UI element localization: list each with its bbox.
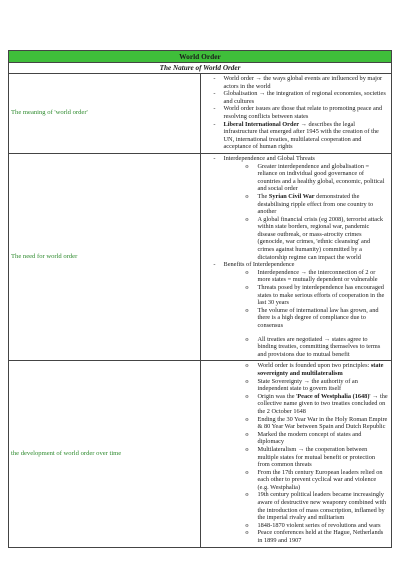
item-text — [258, 393, 389, 416]
item-text — [224, 261, 389, 269]
bullet-marker: o — [245, 335, 249, 343]
bullet-marker: o — [245, 162, 249, 170]
item-text — [224, 75, 389, 90]
list-item — [204, 269, 389, 284]
list-item — [204, 529, 389, 544]
bullet-marker: - — [213, 154, 216, 162]
bullet-marker: o — [245, 491, 249, 499]
item-text — [258, 193, 389, 216]
bullet-marker: - — [213, 105, 216, 113]
list-item — [204, 284, 389, 307]
bullet-marker: o — [245, 529, 249, 537]
list-item — [204, 393, 389, 416]
item-text-body: All treaties are negotiated → states agree to binding treaties, committing themselves to terms and provisions due to mutual benefit — [257, 335, 381, 358]
item-text — [258, 416, 389, 431]
item-text — [258, 522, 389, 530]
item-text — [224, 121, 389, 151]
item-text — [258, 378, 389, 393]
list-item — [204, 431, 389, 446]
section-row — [9, 153, 392, 360]
item-text — [258, 469, 389, 492]
item-text-body: From the 17th century European leaders relied on each other to prevent cyclical war and violence (e.g. Westphalia) — [257, 468, 383, 491]
item-text-body: demonstrated the destabilising ripple effect from one country to another — [257, 192, 374, 216]
bullet-marker: o — [245, 445, 249, 453]
item-text — [258, 446, 389, 469]
item-text — [258, 307, 389, 330]
item-text-body: A global financial crisis (eg 2008), terrorist attack within state borders, regional war, pandemic disease outbreak, or mass-atrocity crimes (genocide, war crimes, 'ethnic cleansing' and crimes against humanity) committed by a dictatorship regime can impact the world — [257, 215, 384, 261]
item-text-bold: Peace of Westphalia (1648) — [297, 392, 370, 400]
item-text-prefix: The — [257, 192, 269, 200]
item-text-body: The volume of international law has grown, and there is a high degree of compliance due to consensus — [257, 306, 379, 329]
section-row — [9, 361, 392, 547]
bullet-marker: o — [245, 430, 249, 438]
table-title: World Order — [9, 51, 392, 63]
item-text-body: State Sovereignty → the authority of an independent state to govern itself — [257, 377, 358, 393]
bullet-marker: o — [245, 284, 249, 292]
bullet-marker: o — [245, 306, 249, 314]
section-label: the development of world order over time — [9, 361, 201, 547]
item-text — [258, 216, 389, 262]
item-text — [258, 431, 389, 446]
section-content — [200, 361, 392, 547]
item-text-body: Greater interdependence and globalisation = reliance on individual good governance of countries and a healthy global, economic, political and social order — [257, 162, 385, 193]
list-item — [204, 491, 389, 521]
item-text-body: Interdependence → the interconnection of 2 or more states = mutually dependent or vulnerable — [257, 268, 378, 284]
section-label: The meaning of 'world order' — [9, 74, 201, 154]
item-text — [258, 284, 389, 307]
bullet-marker: - — [213, 120, 216, 128]
list-item — [204, 216, 389, 262]
item-text-body: World order issues are those that relate to promoting peace and resolving conflicts between states — [223, 105, 383, 120]
item-text-prefix: Origin was the ' — [257, 392, 298, 400]
item-text-body: Ending the 30 Year War in the Holy Roman Empire & 80 Year War between Spain and Dutch Republic — [257, 415, 388, 431]
item-text-body: Interdependence and Global Threats — [223, 154, 315, 162]
item-text — [224, 155, 389, 163]
item-text-body: Benefits of Interdependence — [223, 261, 295, 269]
item-text — [258, 336, 389, 359]
list-item — [204, 416, 389, 431]
list-item — [204, 307, 389, 330]
bullet-marker: o — [245, 192, 249, 200]
bullet-marker: o — [245, 468, 249, 476]
item-text-body: Globalisation → the integration of regional economies, societies and cultures — [223, 90, 386, 105]
list-item — [204, 121, 389, 151]
list-item — [204, 193, 389, 216]
item-text — [224, 105, 389, 120]
world-order-table — [8, 50, 392, 548]
item-text-bold: state sovereignty and multilateralism — [257, 362, 384, 377]
item-text-body: Marked the modern concept of states and diplomacy — [257, 430, 362, 446]
bullet-marker: o — [245, 392, 249, 400]
item-text — [258, 269, 389, 284]
item-text — [258, 163, 389, 193]
bullet-marker: o — [245, 215, 249, 223]
item-text-body: Multilateralism → the cooperation between multiple states for mutual benefit or protection from common threats — [257, 445, 376, 469]
section-label: The need for world order — [9, 153, 201, 360]
bullet-marker: o — [245, 377, 249, 385]
list-item — [204, 336, 389, 359]
list-item — [204, 155, 389, 163]
item-text-body: World order → the ways global events are influenced by major actors in the world — [223, 75, 383, 90]
bullet-marker: - — [213, 75, 216, 82]
section-content — [200, 153, 392, 360]
bullet-marker: o — [245, 362, 249, 370]
item-text-body: 19th century political leaders became increasingly aware of destructive new weaponry combined with the introduction of mass conscription, inflamed by the imperial rivalry and militarism — [257, 491, 387, 522]
item-text-body: Threats posed by interdependence has encouraged states to make serious efforts of cooperation in the last 30 years — [257, 284, 385, 307]
item-text — [258, 529, 389, 544]
item-text-body: → describes the legal infrastructure that emerged after 1945 with the creation of the UN, international treaties, multilateral cooperation and acceptance of human rights — [223, 120, 379, 151]
item-text-body: ' → the collective name given to two treaties concluded on the 2 October 1648 — [257, 392, 388, 415]
item-text-body: 1848-1870 violent series of revolutions and wars — [257, 521, 381, 529]
item-text-body: Peace conferences held at the Hague, Netherlands in 1899 and 1907 — [257, 529, 384, 545]
list-item — [204, 163, 389, 193]
item-text — [258, 362, 389, 377]
list-item — [204, 362, 389, 377]
list-item — [204, 75, 389, 90]
list-item — [204, 522, 389, 530]
section-row — [9, 74, 392, 154]
table-subtitle: The Nature of World Order — [9, 63, 392, 74]
list-item — [204, 90, 389, 105]
item-text — [258, 491, 389, 521]
list-item — [204, 261, 389, 269]
item-text-bold: Liberal International Order — [223, 120, 300, 128]
section-content — [200, 74, 392, 154]
bullet-marker: - — [213, 261, 216, 269]
list-item — [204, 105, 389, 120]
bullet-marker: o — [245, 415, 249, 423]
bullet-marker: o — [245, 268, 249, 276]
list-item — [204, 446, 389, 469]
bullet-marker: o — [245, 521, 249, 529]
item-text-bold: Syrian Civil War — [268, 192, 315, 200]
list-item — [204, 378, 389, 393]
list-item — [204, 469, 389, 492]
bullet-marker: - — [213, 90, 216, 98]
item-text-prefix: World order is founded upon two principles: — [257, 362, 371, 370]
item-text — [224, 90, 389, 105]
